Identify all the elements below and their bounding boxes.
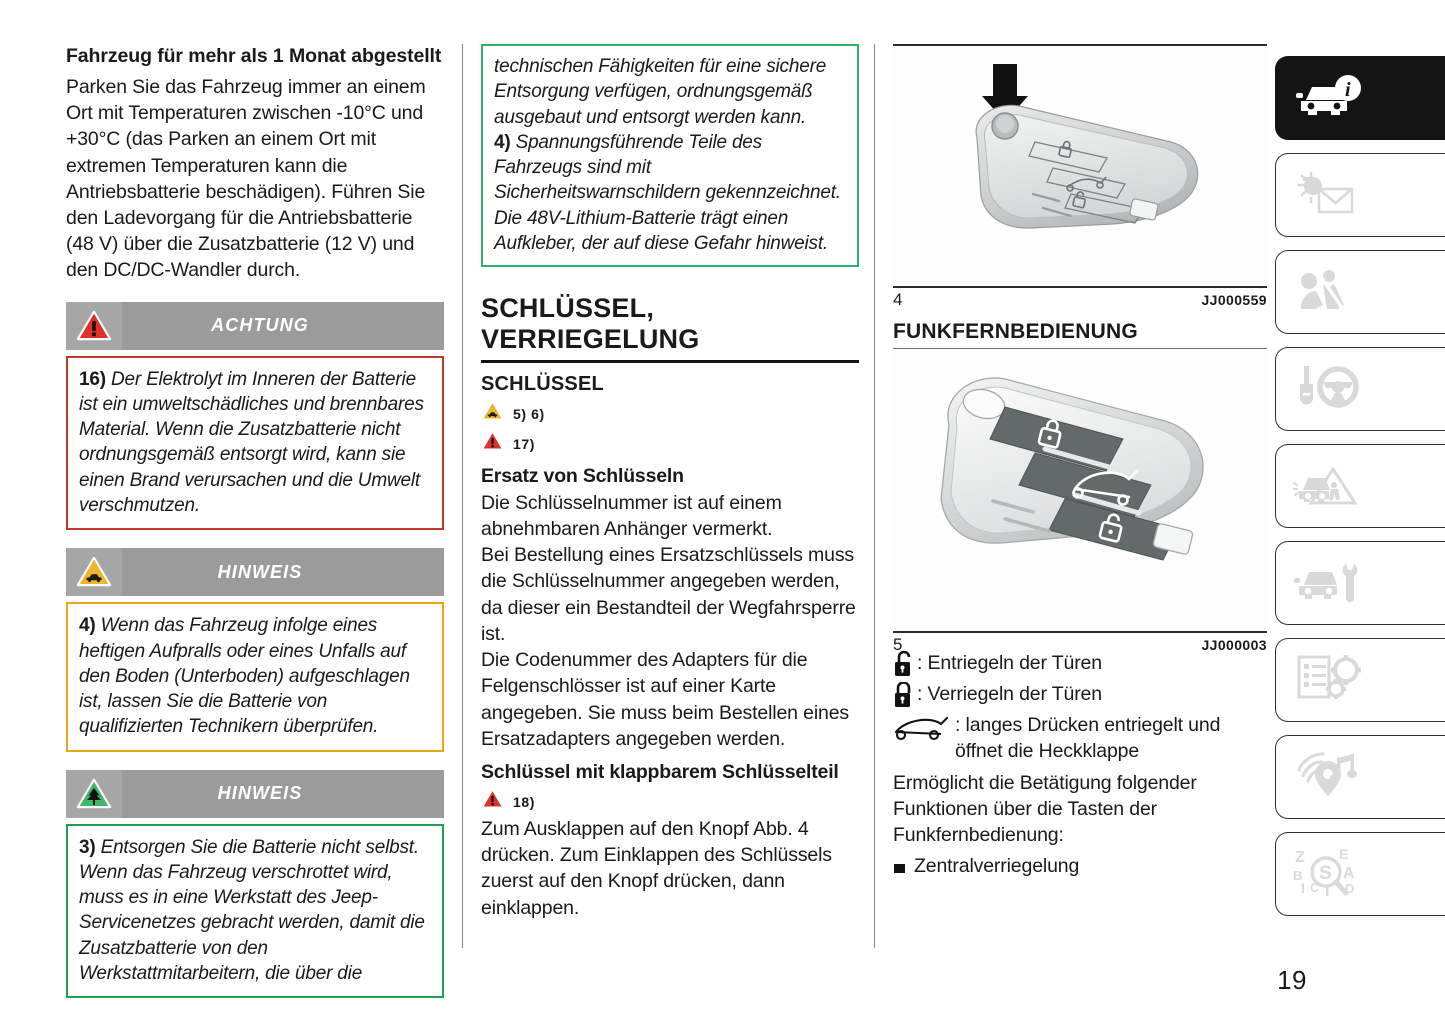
sidebar-item-starting-driving[interactable] [1275, 347, 1445, 431]
legend-text: : Entriegeln der Türen [917, 652, 1102, 674]
column-one [66, 44, 444, 998]
figure5-code: JJ000003 [1201, 637, 1267, 653]
reference-row-3 [481, 790, 859, 814]
sidebar-item-car-info[interactable] [1275, 56, 1445, 140]
sidebar-item-specs[interactable] [1275, 638, 1445, 722]
bullet-zentralverriegelung [893, 854, 1267, 880]
warning-text: Entsorgen Sie die Batterie nicht selbst. Wenn das Fahrzeug verschrottet wird, muss es in eine Werkstatt des Jeep-Servicenetzes gebracht werden, damit die Zusatzbatterie von den Werkstattmitarbeitern, die über die [79, 836, 425, 984]
figure5-image [893, 349, 1267, 631]
green-tree-triangle-icon [66, 770, 122, 818]
col1-heading: Fahrzeug für mehr als 1 Monat abgestellt [66, 45, 442, 67]
warning-header-hinweis-env [66, 770, 444, 818]
legend-row-hatch [893, 713, 1267, 765]
legend-row-lock [893, 682, 1267, 708]
continued-green-note [481, 44, 859, 267]
warning-text: Wenn das Fahrzeug infolge eines heftigen Aufpralls oder eines Unfalls auf den Boden (Unterboden) aufgeschlagen ist, lassen Sie die Batterie von qualifizierten Technikern überprüfen. [79, 615, 410, 738]
warning-text: Der Elektrolyt im Inneren der Batterie ist ein umweltschädliches und brennbares Material. Wenn die Zusatzbatterie nicht ordnungsgemäß entsorgt wird, kann sie einen Brand verursachen und die Umwelt verschmutzen. [79, 368, 424, 516]
svg-text:I: I [1301, 879, 1305, 896]
svg-text:A: A [1343, 864, 1355, 882]
car-wrench-icon [1293, 556, 1367, 611]
figure4-caption [893, 288, 1267, 310]
heading-ersatz-von-schluesseln: Ersatz von Schlüsseln [481, 464, 684, 487]
legend-text: : Verriegeln der Türen [917, 683, 1102, 705]
key-steering-icon [1293, 362, 1367, 417]
svg-text:S: S [1319, 862, 1332, 884]
para-ersatz-2: Bei Bestellung eines Ersatzschlüssels muss die Schlüsselnummer angegeben werden, da dieser ein Bestandteil der Wegfahrsperre ist. [481, 544, 856, 645]
col1-paragraph: Parken Sie das Fahrzeug immer an einem Ort mit Temperaturen zwischen -10°C und +30°C (das Parken an einem Ort mit extremen Temperaturen kann die Antriebsbatterie beschädigen). Führen Sie den Ladevorgang für die Antriebsbatterie (48 V) über die Zusatzbatterie (12 V) und den DC/DC-Wandler durch. [66, 75, 426, 282]
sidebar-tabs [1275, 56, 1445, 929]
warning-header-achtung [66, 302, 444, 350]
warning-label: HINWEIS [217, 783, 303, 804]
column-two [481, 44, 859, 921]
svg-text:E: E [1339, 845, 1349, 862]
warning-header-hinweis-car [66, 548, 444, 596]
warning-ref: 4) [79, 615, 96, 637]
svg-text:Z: Z [1295, 848, 1305, 866]
sun-envelope-icon [1293, 168, 1367, 223]
red-warning-triangle-icon [481, 431, 504, 456]
figure4-number: 4 [893, 290, 903, 309]
column-three [893, 44, 1267, 879]
reference-numbers: 5) 6) [513, 405, 545, 422]
section-title-rule [481, 360, 859, 363]
warning-label: HINWEIS [217, 561, 303, 582]
svg-text:B: B [1293, 867, 1303, 883]
seatbelt-person-icon [1293, 265, 1367, 320]
warning-ref: 3) [79, 836, 96, 858]
note-text-after: Spannungsführende Teile des Fahrzeugs sind mit Sicherheitswarnschildern gekennzeichnet. Die 48V-Lithium-Batterie trägt einen Aufkleber, der auf diese Gefahr hinweist. [494, 131, 841, 254]
sidebar-item-emergency[interactable] [1275, 444, 1445, 528]
column-divider-2 [874, 44, 875, 948]
music-wifi-icon [1293, 750, 1367, 805]
legend-text: : langes Drücken entriegelt und öffnet die Heckklappe [955, 714, 1221, 762]
warning-body-hinweis-car [66, 602, 444, 751]
legend-row-unlock [893, 651, 1267, 677]
red-warning-triangle-icon [481, 789, 504, 814]
warning-ref: 16) [79, 368, 106, 390]
alphabet-magnifier-icon [1293, 846, 1387, 903]
square-bullet-icon [893, 861, 907, 875]
section-title-line1: SCHLÜSSEL, [481, 293, 655, 324]
warning-body-hinweis-env [66, 824, 444, 999]
yellow-car-triangle-icon [481, 401, 504, 426]
sidebar-item-index[interactable] [1275, 832, 1445, 916]
sidebar-item-dashboard[interactable] [1275, 153, 1445, 237]
breakdown-triangle-icon [1293, 459, 1367, 514]
section-title-funkfernbedienung: FUNKFERNBEDIENUNG [893, 320, 1138, 343]
reference-numbers: 18) [513, 793, 536, 810]
para-ersatz-1: Die Schlüsselnummer ist auf einem abnehmbaren Anhänger vermerkt. [481, 491, 782, 540]
section-title-line2: VERRIEGELUNG [481, 324, 700, 355]
yellow-car-triangle-icon [66, 548, 122, 596]
reference-row-2 [481, 432, 859, 456]
reference-numbers: 17) [513, 435, 536, 452]
para-klappbar: Zum Ausklappen auf den Knopf Abb. 4 drücken. Zum Einklappen des Schlüssels zuerst auf den Knopf drücken, dann einklappen. [481, 817, 832, 919]
sidebar-item-maintenance[interactable] [1275, 541, 1445, 625]
unlock-icon [893, 651, 915, 677]
para-functions: Ermöglicht die Betätigung folgender Funktionen über die Tasten der Funkfernbedienung: [893, 771, 1197, 847]
reference-row-1 [481, 402, 859, 426]
svg-text:D: D [1345, 880, 1355, 896]
sidebar-item-safety[interactable] [1275, 250, 1445, 334]
figure4-image [893, 46, 1267, 286]
para-ersatz-3: Die Codenummer des Adapters für die Felgenschlösser ist auf einer Karte angegeben. Sie muss beim Bestellen eines Ersatzadapters angegeben werden. [481, 649, 849, 750]
warning-body-achtung [66, 356, 444, 531]
red-warning-triangle-icon [66, 302, 122, 350]
lock-icon [893, 682, 915, 708]
svg-text:C: C [1310, 879, 1320, 895]
bullet-text: Zentralverriegelung [914, 854, 1080, 877]
subsection-title-schluessel: SCHLÜSSEL [481, 372, 604, 395]
heading-klappbarer-schluesselteil: Schlüssel mit klappbarem Schlüsselteil [481, 760, 839, 783]
figure4-code: JJ000559 [1201, 292, 1267, 308]
car-info-icon [1293, 71, 1367, 126]
sidebar-item-multimedia[interactable] [1275, 735, 1445, 819]
list-gears-icon [1293, 653, 1367, 708]
note-text-before: technischen Fähigkeiten für eine sichere Entsorgung verfügen, ordnungsgemäß ausgebaut und entsorgt werden kann. [494, 56, 827, 128]
note-ref: 4) [494, 131, 511, 153]
page-number: 19 [1277, 965, 1307, 995]
figure5-number: 5 [893, 635, 903, 654]
svg-text:i: i [1345, 78, 1351, 101]
car-hatch-icon [893, 717, 953, 741]
column-divider-1 [462, 44, 463, 948]
warning-label: ACHTUNG [211, 315, 309, 336]
svg-text:T: T [1322, 880, 1333, 898]
